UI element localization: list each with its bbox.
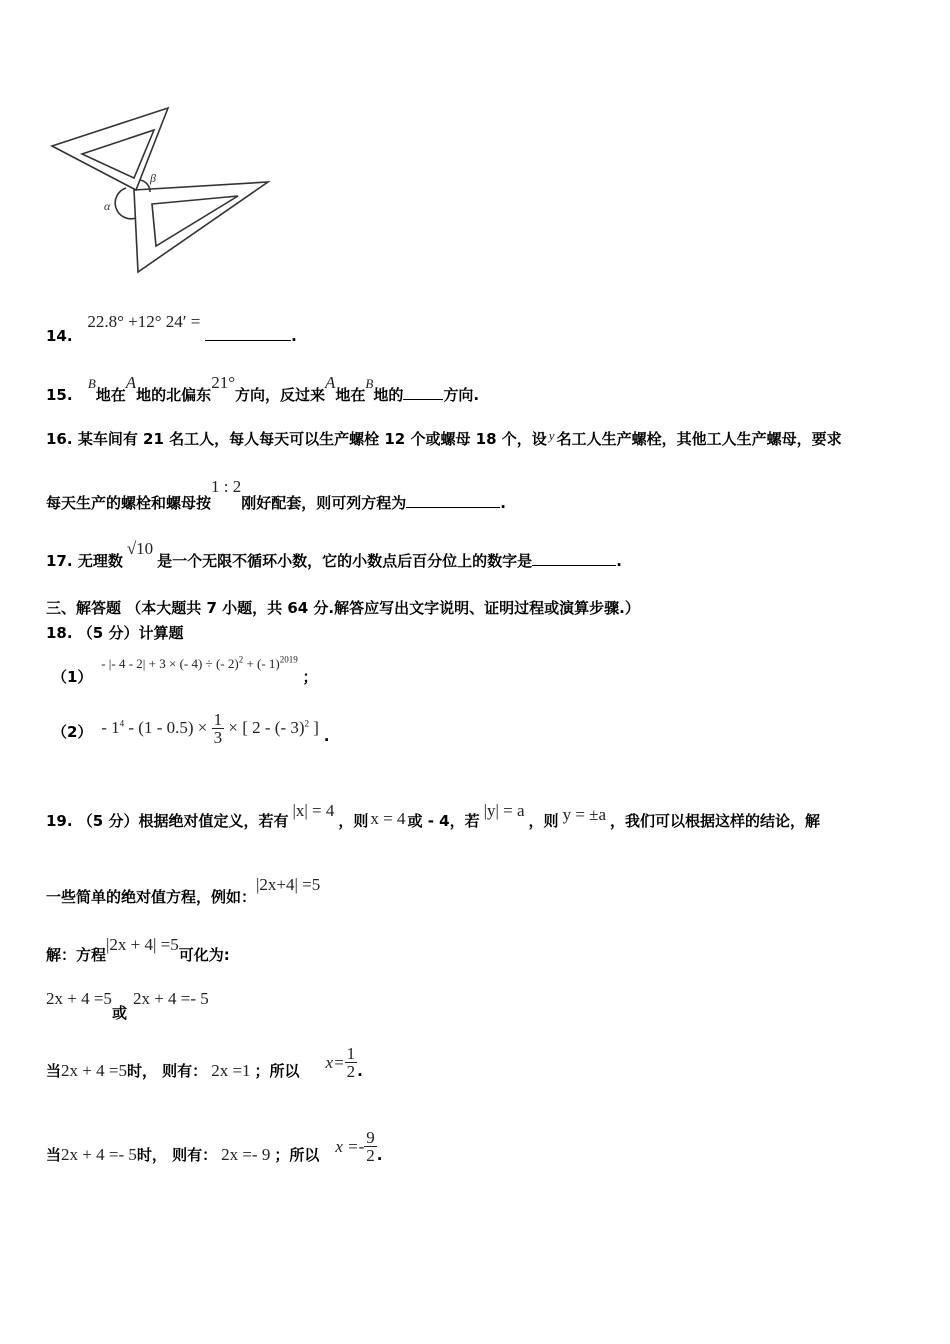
question-number: 16.: [46, 430, 73, 448]
question-19-line2: 一些简单的绝对值方程，例如：|2x+4| =5: [46, 875, 321, 906]
question-17: 17. 无理数√10是一个无限不循环小数，它的小数点后百分位上的数字是 .: [46, 539, 622, 570]
question-number: 15.: [46, 386, 73, 404]
answer-blank[interactable]: [205, 326, 291, 341]
angle-value: 21°: [211, 373, 235, 392]
question-number: 14.: [46, 327, 73, 345]
angle-sum-expression: 22.8° +12° 24′ =: [87, 312, 201, 331]
question-18-part1: （1） - |- 4 - 2| + 3 × (- 4) ÷ (- 2)$^2$ + (- 1)$^{2019}$ ；: [52, 654, 318, 686]
ratio: 1 : 2: [211, 477, 242, 496]
section-heading: 三、解答题 （本大题共 7 小题，共 64 分.解答应写出文字说明、证明过程或演算步骤.）: [46, 599, 640, 617]
question-19-line6: 当2x + 4 =- 5时， 则有： 2x =- 9 ；所以 x =- $\frac{9}{2}$ .: [46, 1128, 383, 1165]
alpha-label: α: [104, 199, 111, 213]
beta-label: β: [150, 171, 156, 185]
square-root: √10: [126, 539, 154, 558]
question-15: 15. B地在A地的北偏东21°方向，反过来A地在B地的 方向.: [46, 373, 480, 404]
expression-2: - $1^4 - (1 - 0.5)$ × $\frac{1}{3}$ × [ 2 - (- 3)$^2$ ]: [101, 710, 319, 747]
question-19-line3: 解：方程|2x + 4| =5可化为:: [46, 935, 230, 964]
question-19-line5: 当2x + 4 =5时， 则有： 2x =1 ；所以 x= $\frac{1}{2}$ .: [46, 1044, 363, 1081]
expression-1: - |- 4 - 2| + 3 × (- 4) ÷ (- 2)$^2$ + (- 1)$^{2019}$: [101, 654, 298, 671]
question-19-line4: 2x + 4 =5或2x + 4 =- 5: [46, 989, 209, 1022]
question-number: 17.: [46, 552, 73, 570]
question-14: 14. 22.8° +12° 24′ = .: [46, 312, 297, 345]
lower-set-square-inner: [152, 196, 238, 246]
question-18-heading: 18. （5 分）计算题: [46, 624, 184, 642]
question-18-part2: $(2) - 1^4 - (1 - 0.5)$ × $\frac{1}{3}$ × [ 2 - (- 3)$^2$ ] .: [52, 710, 330, 747]
answer-blank[interactable]: [406, 493, 500, 508]
alpha-arc: [115, 188, 136, 219]
answer-blank[interactable]: [532, 551, 616, 566]
question-16-line2: 每天生产的螺栓和螺母按1 : 2刚好配套，则可列方程为 .: [46, 477, 506, 512]
question-19-line1: 19. （5 分）根据绝对值定义，若有|x| = 4，则 x = 4 或 - 4，若|y| = a，则 y = ±a ，我们可以根据这样的结论，解: [46, 801, 821, 830]
answer-blank[interactable]: [403, 385, 443, 400]
triangle-figure: [40, 100, 280, 280]
question-16-line1: 16. 某车间有 21 名工人，每人每天可以生产螺栓 12 个或螺母 18 个，设 y 名工人生产螺栓，其他工人生产螺母，要求: [46, 428, 842, 448]
